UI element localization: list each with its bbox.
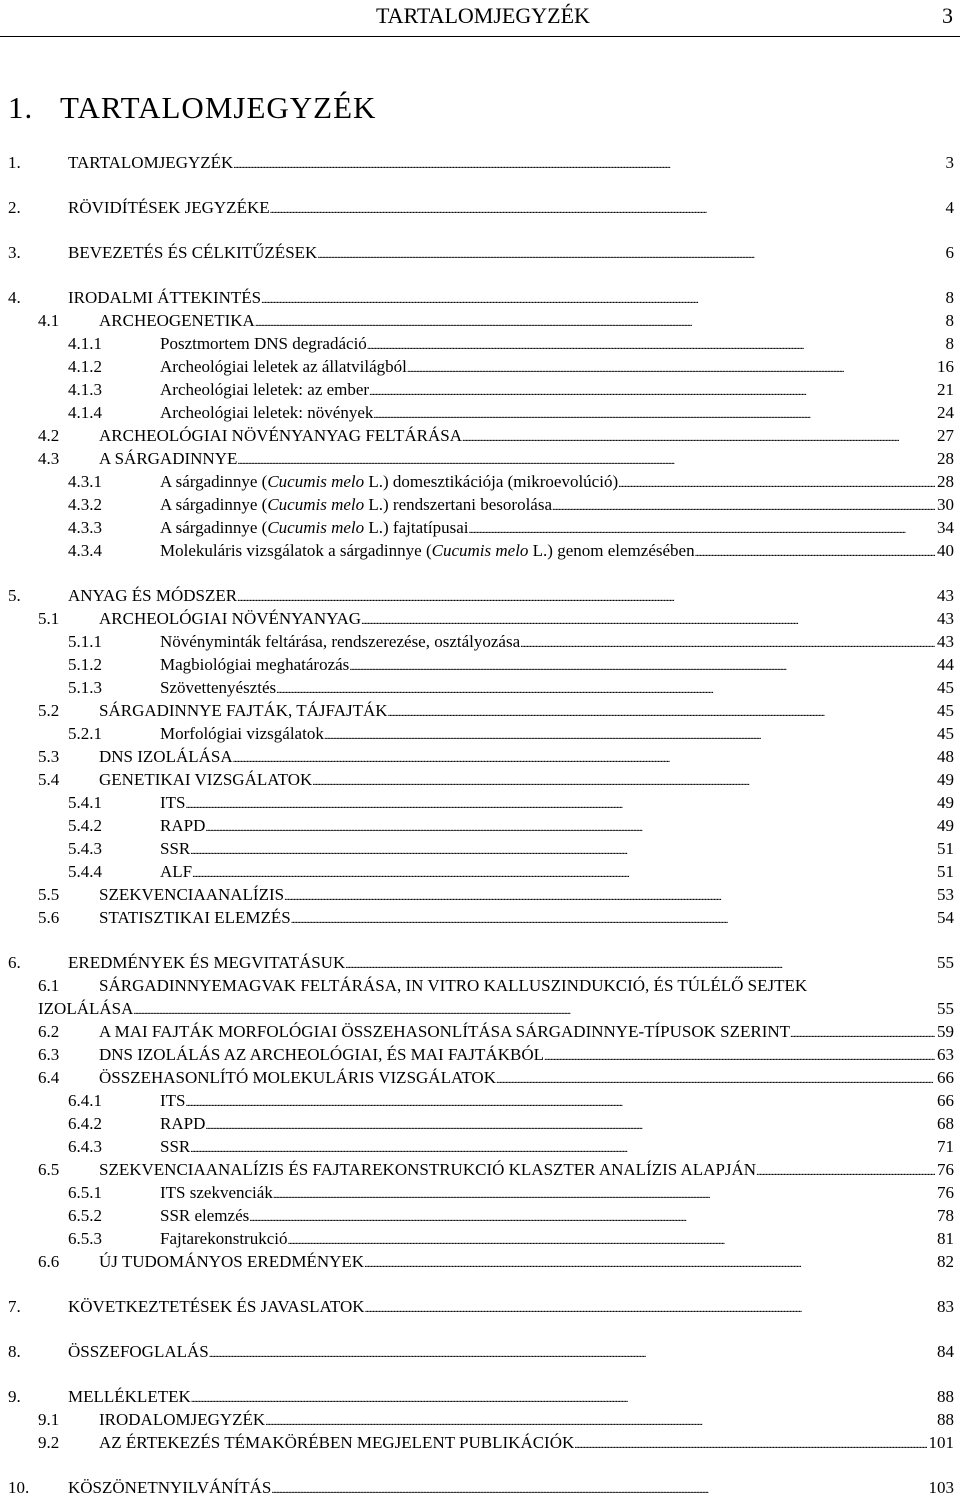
toc-entry-line [99, 906, 954, 932]
toc-entry-title [160, 493, 552, 516]
toc-entry[interactable] [0, 722, 960, 745]
toc-entry[interactable] [0, 860, 960, 883]
toc-entry-title: EREDMÉNYEK ÉS MEGVITATÁSUK [68, 953, 346, 972]
toc-entry-page: 55 [937, 953, 954, 972]
toc-entry[interactable] [0, 1158, 960, 1181]
toc-entry-number: 2. [8, 198, 21, 217]
toc-entry-page: 30 [937, 495, 954, 514]
toc-entry-title: Archeológiai leletek: az ember [160, 380, 370, 399]
toc-entry-page: 82 [937, 1252, 954, 1271]
toc-entry[interactable] [0, 424, 960, 447]
toc-entry-number: 5.1.1 [68, 632, 102, 651]
toc-entry-page: 66 [937, 1091, 954, 1110]
toc-entry-title: AZ ÉRTEKEZÉS TÉMAKÖRÉBEN MEGJELENT PUBLIKÁCIÓK [99, 1433, 575, 1452]
toc-entry-title-part: Molekuláris vizsgálatok a sárgadinnye ( [160, 541, 432, 560]
dot-leader [291, 906, 935, 932]
toc-entry-page: 45 [937, 701, 954, 720]
toc-entry-title: DNS IZOLÁLÁSA [99, 747, 233, 766]
toc-entry-title: ÖSSZEFOGLALÁS [68, 1342, 209, 1361]
toc-entry-title-part: L.) rendszertani besorolása [364, 495, 553, 514]
toc-entry-title: Magbiológiai meghatározás [160, 655, 350, 674]
toc-entry-number: 4. [8, 288, 21, 307]
toc-entry[interactable] [0, 814, 960, 837]
toc-entry-title: SZEKVENCIAANALÍZIS [99, 885, 285, 904]
toc-entry-title: IRODALOMJEGYZÉK [99, 1410, 266, 1429]
toc-entry[interactable] [0, 1340, 960, 1363]
toc-entry-page: 84 [937, 1342, 954, 1361]
toc-entry[interactable] [0, 401, 960, 424]
toc-entry-title: Morfológiai vizsgálatok [160, 724, 324, 743]
toc-entry-page: 43 [937, 609, 954, 628]
dot-leader [574, 1431, 926, 1457]
dot-leader [317, 241, 943, 267]
toc-entry-page: 8 [945, 288, 954, 307]
toc-entry-title: Archeológiai leletek: növények [160, 403, 374, 422]
toc-entry-title: Posztmortem DNS degradáció [160, 334, 367, 353]
toc-entry-number: 4.3.1 [68, 472, 102, 491]
dot-leader [271, 1476, 926, 1502]
toc-entry[interactable] [0, 241, 960, 264]
toc-entry-page: 44 [937, 655, 954, 674]
toc-entry[interactable] [0, 745, 960, 768]
toc-entry-page: 27 [937, 426, 954, 445]
toc-entry-title: ITS szekvenciák [160, 1183, 273, 1202]
toc-entry-page: 21 [937, 380, 954, 399]
toc-entry-number: 5.4 [38, 770, 60, 789]
toc-entry-title [160, 539, 695, 562]
toc-entry[interactable] [0, 653, 960, 676]
toc-entry-number: 5. [8, 586, 21, 605]
toc-entry[interactable] [0, 676, 960, 699]
toc-entry-page: 49 [937, 816, 954, 835]
toc-entry-page: 48 [937, 747, 954, 766]
toc-entry-line [68, 1476, 954, 1502]
toc-entry-page: 103 [928, 1478, 954, 1497]
chapter-title: TARTALOMJEGYZÉK [60, 90, 377, 125]
toc-entry-page: 28 [937, 472, 954, 491]
toc-entry-number: 6.5.1 [68, 1183, 102, 1202]
toc-entry[interactable] [0, 1043, 960, 1066]
toc-entry-page: 40 [937, 541, 954, 560]
toc-entry-number: 9.2 [38, 1433, 60, 1452]
toc-entry[interactable] [0, 1112, 960, 1135]
toc-entry-title: IRODALMI ÁTTEKINTÉS [68, 288, 262, 307]
toc-entry[interactable] [0, 768, 960, 791]
toc-entry-number: 5.1.3 [68, 678, 102, 697]
toc-entry-number: 6.5 [38, 1160, 60, 1179]
toc-entry-number: 8. [8, 1342, 21, 1361]
toc-entry-title: STATISZTIKAI ELEMZÉS [99, 908, 291, 927]
toc-entry[interactable] [0, 286, 960, 309]
toc-entry-title: KÖSZÖNETNYILVÁNÍTÁS [68, 1478, 272, 1497]
toc-entry[interactable] [0, 332, 960, 355]
toc-entry-title: MELLÉKLETEK [68, 1387, 191, 1406]
toc-entry-title: ITS [160, 1091, 186, 1110]
toc-entry-title: ARCHEOLÓGIAI NÖVÉNYANYAG FELTÁRÁSA [99, 426, 462, 445]
toc-entry[interactable] [0, 309, 960, 332]
toc-entry-title: A SÁRGADINNYE [99, 449, 238, 468]
toc-entry-title: ARCHEOGENETIKA [99, 311, 255, 330]
toc-entry-page: 3 [945, 153, 954, 172]
dot-leader [695, 539, 935, 565]
toc-entry-title: RAPD [160, 816, 206, 835]
toc-entry-title: SSR [160, 839, 191, 858]
toc-entry[interactable] [0, 1181, 960, 1204]
toc-entry-page: 55 [937, 999, 954, 1018]
toc-entry-page: 59 [937, 1022, 954, 1041]
toc-entry-page: 71 [937, 1137, 954, 1156]
toc-entry[interactable] [0, 1135, 960, 1158]
toc-entry-line [68, 1295, 954, 1321]
toc-entry-number: 5.2 [38, 701, 60, 720]
toc-entry-number: 6. [8, 953, 21, 972]
toc-entry-title [160, 470, 618, 493]
toc-entry-page: 28 [937, 449, 954, 468]
toc-entry-page: 83 [937, 1297, 954, 1316]
chapter-number: 1. [8, 90, 34, 125]
toc-entry-page: 51 [937, 862, 954, 881]
toc-entry-title: IZOLÁLÁSA [38, 999, 134, 1018]
toc-entry[interactable] [0, 1295, 960, 1318]
toc-entry-number: 4.1.4 [68, 403, 102, 422]
toc-entry-title: ARCHEOLÓGIAI NÖVÉNYANYAG [99, 609, 362, 628]
toc-entry[interactable] [0, 1385, 960, 1408]
toc-entry-number: 5.2.1 [68, 724, 102, 743]
toc-entry-number: 4.1.1 [68, 334, 102, 353]
toc-entry-number: 5.4.4 [68, 862, 102, 881]
toc-entry-number: 6.3 [38, 1045, 60, 1064]
toc-entry[interactable] [0, 951, 960, 974]
toc-entry-title: ALF [160, 862, 193, 881]
toc-entry-title: SZEKVENCIAANALÍZIS ÉS FAJTAREKONSTRUKCIÓ KLASZTER ANALÍZIS ALAPJÁN [99, 1160, 757, 1179]
toc-entry-title: SÁRGADINNYE FAJTÁK, TÁJFAJTÁK [99, 701, 388, 720]
table-of-contents [0, 151, 960, 1499]
toc-entry[interactable] [0, 1431, 960, 1454]
toc-entry-page: 24 [937, 403, 954, 422]
toc-entry[interactable] [0, 516, 960, 539]
toc-entry[interactable] [0, 1066, 960, 1089]
toc-entry-number: 7. [8, 1297, 21, 1316]
toc-entry-line [68, 196, 954, 222]
toc-entry-page: 66 [937, 1068, 954, 1087]
species-name: Cucumis melo [431, 541, 529, 560]
toc-entry-page: 81 [937, 1229, 954, 1248]
toc-entry[interactable] [0, 1089, 960, 1112]
toc-entry[interactable] [0, 630, 960, 653]
toc-entry-number: 5.5 [38, 885, 60, 904]
toc-entry-number: 6.1 [38, 976, 60, 995]
toc-entry-number: 5.3 [38, 747, 60, 766]
toc-entry-page: 43 [937, 586, 954, 605]
toc-entry-page: 68 [937, 1114, 954, 1133]
toc-entry-title-part: L.) domesztikációja (mikroevolúció) [364, 472, 619, 491]
toc-entry-page: 76 [937, 1160, 954, 1179]
toc-entry-title-part: A sárgadinnye ( [160, 472, 268, 491]
toc-entry-title-part: L.) genom elemzésében [528, 541, 695, 560]
toc-entry-line [160, 539, 954, 565]
toc-entry-title: KÖVETKEZTETÉSEK ÉS JAVASLATOK [68, 1297, 365, 1316]
toc-entry-page: 88 [937, 1410, 954, 1429]
toc-entry-page: 45 [937, 724, 954, 743]
toc-entry-number: 6.5.2 [68, 1206, 102, 1225]
dot-leader [209, 1340, 935, 1366]
toc-entry[interactable] [0, 378, 960, 401]
toc-entry-title: TARTALOMJEGYZÉK [68, 153, 234, 172]
running-header-page-number: 3 [942, 3, 953, 28]
toc-entry-title: GENETIKAI VIZSGÁLATOK [99, 770, 313, 789]
running-header [0, 0, 960, 37]
toc-entry-number: 6.4.3 [68, 1137, 102, 1156]
toc-entry[interactable] [0, 607, 960, 630]
toc-entry-number: 4.3.4 [68, 541, 102, 560]
toc-entry-title: A MAI FAJTÁK MORFOLÓGIAI ÖSSZEHASONLÍTÁSA SÁRGADINNYE-TÍPUSOK SZERINT [99, 1022, 791, 1041]
toc-entry-number: 5.1 [38, 609, 60, 628]
dot-leader [364, 1250, 935, 1276]
toc-entry[interactable] [0, 699, 960, 722]
toc-entry-number: 5.4.2 [68, 816, 102, 835]
toc-entry-title-part: L.) fajtatípusai [364, 518, 469, 537]
toc-entry-number: 6.2 [38, 1022, 60, 1041]
toc-entry-page: 49 [937, 770, 954, 789]
toc-entry-title: DNS IZOLÁLÁS AZ ARCHEOLÓGIAI, ÉS MAI FAJTÁKBÓL [99, 1045, 544, 1064]
toc-entry-title [160, 516, 468, 539]
toc-entry-number: 3. [8, 243, 21, 262]
toc-entry-title: BEVEZETÉS ÉS CÉLKITŰZÉSEK [68, 243, 318, 262]
toc-entry-page: 43 [937, 632, 954, 651]
toc-entry-title: SSR [160, 1137, 191, 1156]
toc-entry[interactable] [0, 196, 960, 219]
toc-entry[interactable] [0, 906, 960, 929]
toc-entry-title: RAPD [160, 1114, 206, 1133]
toc-entry-number: 6.4.2 [68, 1114, 102, 1133]
toc-entry-title: Szövettenyésztés [160, 678, 277, 697]
toc-entry-title: SSR elemzés [160, 1206, 250, 1225]
toc-entry-line [68, 1340, 954, 1366]
toc-entry-number: 5.1.2 [68, 655, 102, 674]
toc-entry-page: 34 [937, 518, 954, 537]
toc-entry[interactable] [0, 1227, 960, 1250]
toc-entry-page: 6 [945, 243, 954, 262]
toc-entry-number: 4.1 [38, 311, 60, 330]
toc-entry-page: 49 [937, 793, 954, 812]
toc-entry-title: ANYAG ÉS MÓDSZER [68, 586, 238, 605]
dot-leader [270, 196, 944, 222]
toc-entry-number: 9.1 [38, 1410, 60, 1429]
running-header-title: TARTALOMJEGYZÉK [376, 3, 590, 28]
toc-entry-page: 88 [937, 1387, 954, 1406]
toc-entry-number: 6.6 [38, 1252, 60, 1271]
toc-entry-title: Archeológiai leletek az állatvilágból [160, 357, 407, 376]
toc-entry-number: 4.3.2 [68, 495, 102, 514]
toc-entry-page: 53 [937, 885, 954, 904]
toc-entry-line [99, 1250, 954, 1276]
dot-leader [365, 1295, 935, 1321]
species-name: Cucumis melo [267, 518, 365, 537]
toc-entry-page: 78 [937, 1206, 954, 1225]
toc-entry-number: 5.4.3 [68, 839, 102, 858]
toc-entry[interactable] [0, 837, 960, 860]
toc-entry[interactable] [0, 151, 960, 174]
toc-entry-title: ÖSSZEHASONLÍTÓ MOLEKULÁRIS VIZSGÁLATOK [99, 1068, 496, 1087]
toc-entry-number: 10. [8, 1478, 30, 1497]
toc-entry-title: Fajtarekonstrukció [160, 1229, 288, 1248]
chapter-heading [8, 90, 376, 126]
toc-entry-line [99, 1431, 954, 1457]
toc-entry-number: 6.4 [38, 1068, 60, 1087]
toc-entry[interactable] [0, 470, 960, 493]
toc-entry-number: 5.6 [38, 908, 60, 927]
toc-entry-page: 76 [937, 1183, 954, 1202]
toc-entry-number: 6.4.1 [68, 1091, 102, 1110]
toc-entry-number: 4.2 [38, 426, 60, 445]
toc-entry-title: RÖVIDÍTÉSEK JEGYZÉKE [68, 198, 270, 217]
species-name: Cucumis melo [267, 472, 365, 491]
toc-entry-line [68, 151, 954, 177]
toc-entry-page: 63 [937, 1045, 954, 1064]
toc-entry-page: 4 [945, 198, 954, 217]
toc-entry-number: 1. [8, 153, 21, 172]
toc-entry-number: 4.1.3 [68, 380, 102, 399]
toc-entry-page: 8 [945, 334, 954, 353]
toc-entry[interactable] [0, 447, 960, 470]
toc-entry-number: 5.4.1 [68, 793, 102, 812]
dot-leader [233, 151, 943, 177]
toc-entry[interactable] [0, 791, 960, 814]
toc-entry[interactable] [0, 974, 960, 1020]
toc-entry[interactable] [0, 493, 960, 516]
toc-entry-title: Növényminták feltárása, rendszerezése, osztályozása [160, 632, 521, 651]
toc-entry[interactable] [0, 883, 960, 906]
toc-entry-page: 8 [945, 311, 954, 330]
toc-entry-title: ITS [160, 793, 186, 812]
toc-entry-page: 16 [937, 357, 954, 376]
toc-entry-number: 9. [8, 1387, 21, 1406]
toc-entry-number: 4.3.3 [68, 518, 102, 537]
toc-entry[interactable] [0, 1204, 960, 1227]
toc-entry-number: 4.3 [38, 449, 60, 468]
toc-entry-line [68, 241, 954, 267]
toc-entry-title: SÁRGADINNYEMAGVAK FELTÁRÁSA, IN VITRO KALLUSZINDUKCIÓ, ÉS TÚLÉLŐ SEJTEK [99, 976, 808, 995]
toc-entry-title-part: A sárgadinnye ( [160, 495, 268, 514]
toc-entry[interactable] [0, 1476, 960, 1499]
toc-entry-page: 101 [928, 1433, 954, 1452]
toc-entry[interactable] [0, 355, 960, 378]
toc-entry[interactable] [0, 1020, 960, 1043]
toc-entry-number: 4.1.2 [68, 357, 102, 376]
toc-entry[interactable] [0, 539, 960, 562]
toc-entry[interactable] [0, 584, 960, 607]
toc-entry-page: 45 [937, 678, 954, 697]
toc-entry-title-part: A sárgadinnye ( [160, 518, 268, 537]
toc-entry-page: 54 [937, 908, 954, 927]
toc-entry-page: 51 [937, 839, 954, 858]
toc-entry[interactable] [0, 1250, 960, 1273]
toc-entry-number: 6.5.3 [68, 1229, 102, 1248]
toc-entry-title: ÚJ TUDOMÁNYOS EREDMÉNYEK [99, 1252, 365, 1271]
toc-entry[interactable] [0, 1408, 960, 1431]
species-name: Cucumis melo [267, 495, 365, 514]
